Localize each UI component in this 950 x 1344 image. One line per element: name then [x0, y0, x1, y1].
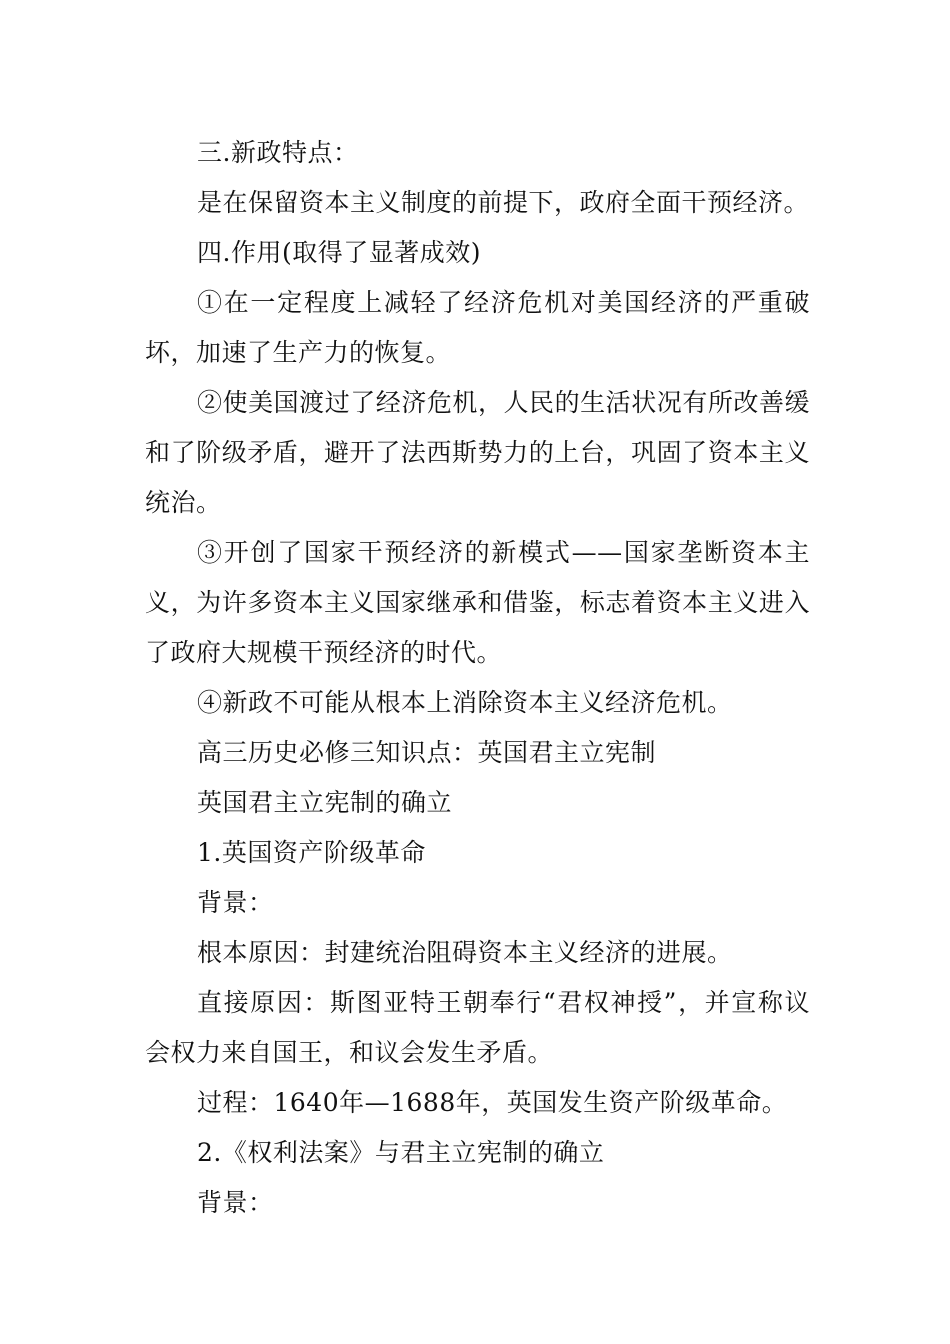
- subtopic-establishment: 英国君主立宪制的确立: [197, 788, 453, 817]
- paragraph-process: 过程：1640年—1688年，英国发生资产阶级革命。: [197, 1088, 788, 1117]
- label-background-2: 背景：: [197, 1188, 274, 1217]
- section-heading-effects: 四.作用(取得了显著成效): [197, 238, 481, 267]
- section-heading-bill-of-rights: 2.《权利法案》与君主立宪制的确立: [197, 1138, 605, 1167]
- paragraph-direct-cause: 直接原因：斯图亚特王朝奉行“君权神授”，并宣称议会权力来自国王，和议会发生矛盾。: [145, 988, 810, 1067]
- label-background-1: 背景：: [197, 888, 274, 917]
- section-heading-revolution: 1.英国资产阶级革命: [197, 838, 426, 867]
- document-body: [145, 128, 810, 1228]
- paragraph-effect-2: ②使美国渡过了经济危机，人民的生活状况有所改善缓和了阶级矛盾，避开了法西斯势力的上台，巩固了资本主义统治。: [145, 388, 810, 517]
- paragraph-features-text: 是在保留资本主义制度的前提下，政府全面干预经济。: [197, 188, 810, 217]
- topic-title-british-monarchy: 高三历史必修三知识点：英国君主立宪制: [197, 738, 657, 767]
- paragraph-root-cause: 根本原因：封建统治阻碍资本主义经济的进展。: [197, 938, 733, 967]
- paragraph-effect-3: ③开创了国家干预经济的新模式——国家垄断资本主义，为许多资本主义国家继承和借鉴，标志着资本主义进入了政府大规模干预经济的时代。: [145, 538, 810, 667]
- section-heading-features: 三.新政特点：: [197, 138, 359, 167]
- paragraph-effect-1: ①在一定程度上减轻了经济危机对美国经济的严重破坏，加速了生产力的恢复。: [145, 288, 810, 367]
- paragraph-effect-4: ④新政不可能从根本上消除资本主义经济危机。: [197, 688, 733, 717]
